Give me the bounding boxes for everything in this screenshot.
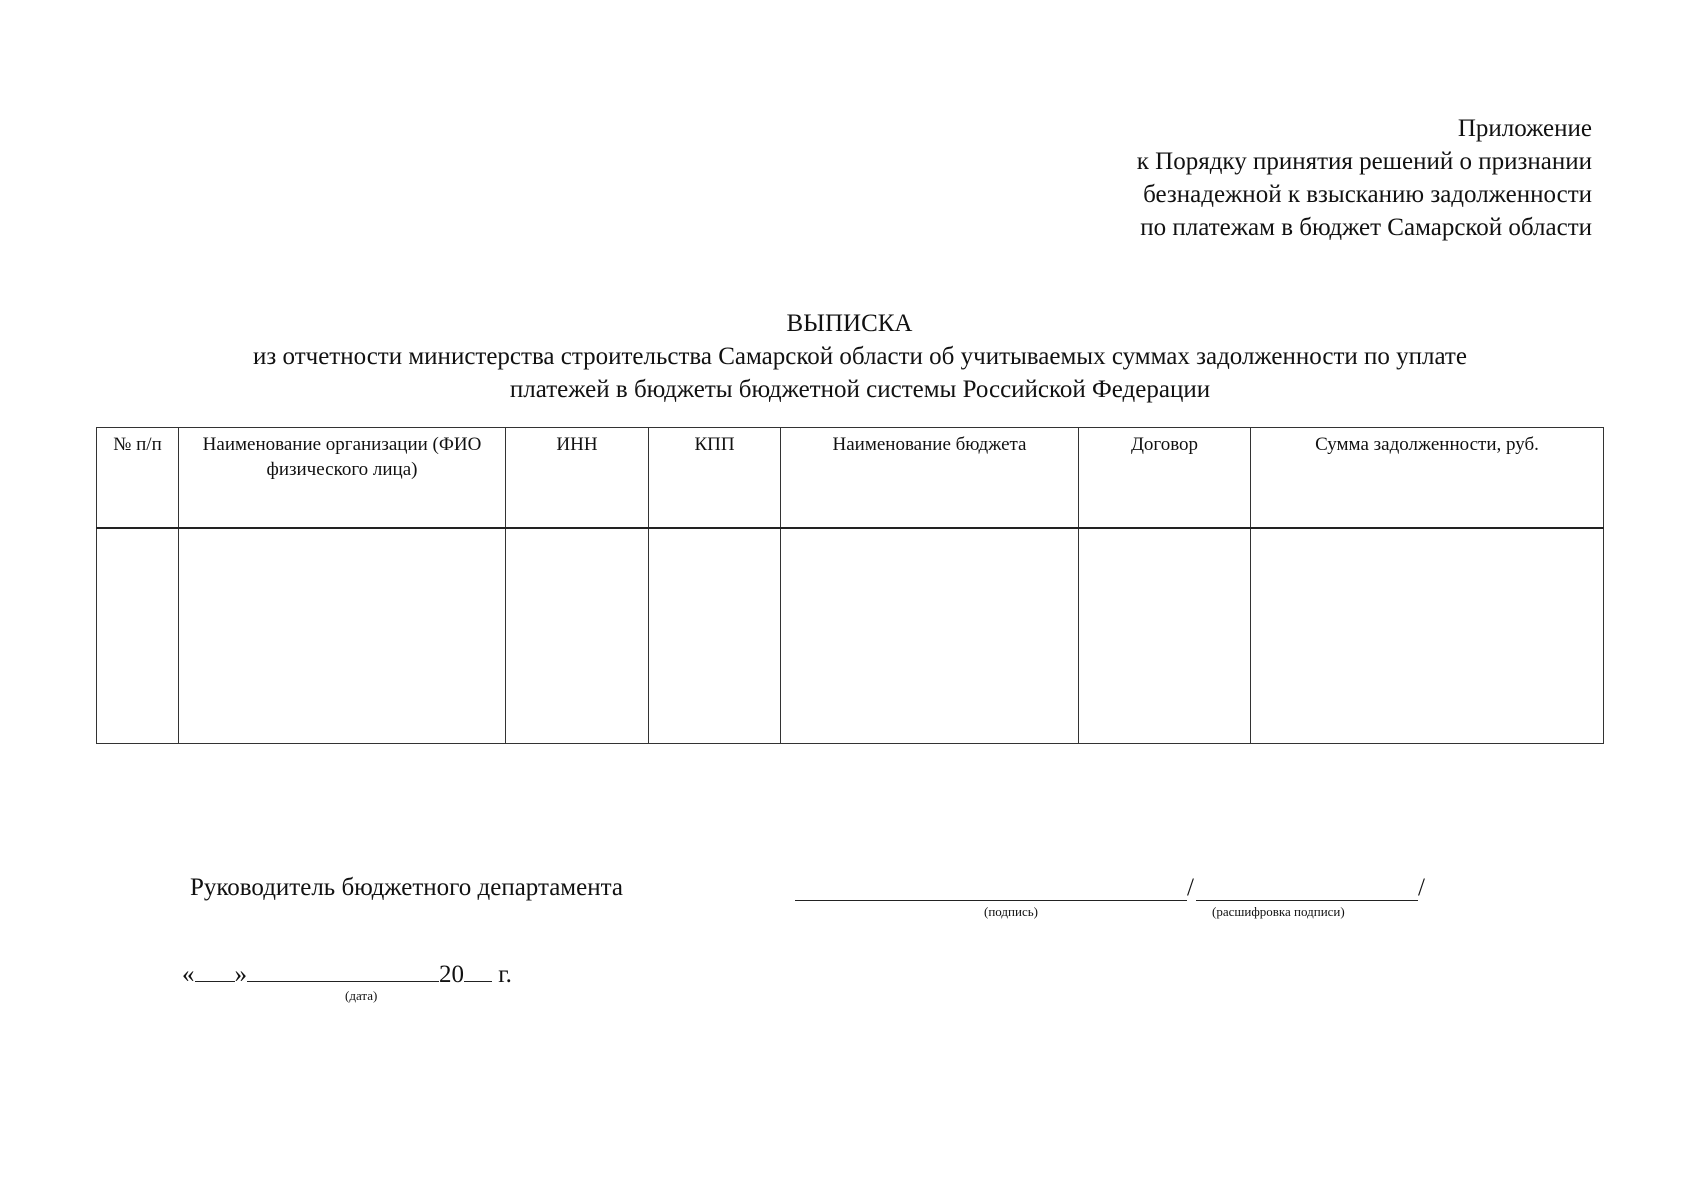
table-cell — [781, 528, 1079, 744]
appendix-note — [972, 112, 1592, 244]
signature-decoding-caption: (расшифровка подписи) — [1212, 904, 1345, 919]
table-cell — [179, 528, 506, 744]
appendix-line: по платежам в бюджет Самарской области — [1140, 214, 1592, 241]
debts-table — [96, 427, 1604, 744]
header-number: № п/п — [97, 428, 179, 529]
header-contract: Договор — [1079, 428, 1251, 529]
year-suffix: г. — [498, 961, 512, 988]
table-header-row — [97, 428, 1604, 529]
table-cell — [1251, 528, 1604, 744]
year-blank — [464, 961, 492, 982]
table-row — [97, 528, 1604, 744]
document-title: ВЫПИСКА — [786, 310, 913, 337]
header-organization: Наименование организации (ФИО физического лица) — [179, 428, 506, 529]
header-kpp: КПП — [649, 428, 781, 529]
signatory-position: Руководитель бюджетного департамента — [190, 874, 623, 901]
table-cell — [649, 528, 781, 744]
subtitle-line: из отчетности министерства строительства Самарской области об учитываемых суммах задолженности по уплате — [253, 343, 1467, 370]
document-subtitle — [120, 340, 1600, 406]
signature-line — [795, 900, 1187, 901]
year-prefix: 20 — [439, 961, 464, 988]
signature-caption: (подпись) — [984, 904, 1038, 919]
signature-decoding-line — [1196, 900, 1418, 901]
header-debt-amount: Сумма задолженности, руб. — [1251, 428, 1604, 529]
date-row — [182, 960, 512, 990]
appendix-line: к Порядку принятия решений о признании — [1136, 148, 1592, 175]
header-budget: Наименование бюджета — [781, 428, 1079, 529]
table-cell — [97, 528, 179, 744]
appendix-line: безнадежной к взысканию задолженности — [1143, 181, 1592, 208]
slash-separator: / — [1418, 874, 1425, 901]
day-blank — [195, 961, 235, 982]
month-blank — [247, 961, 439, 982]
subtitle-line: платежей в бюджеты бюджетной системы Российской Федерации — [509, 376, 1211, 403]
header-inn: ИНН — [506, 428, 649, 529]
date-close-quote: » — [234, 961, 247, 988]
table-cell — [1079, 528, 1251, 744]
date-caption: (дата) — [345, 988, 378, 1003]
table-cell — [506, 528, 649, 744]
slash-separator: / — [1187, 874, 1194, 901]
appendix-line: Приложение — [1457, 115, 1592, 142]
date-open-quote: « — [182, 961, 195, 988]
